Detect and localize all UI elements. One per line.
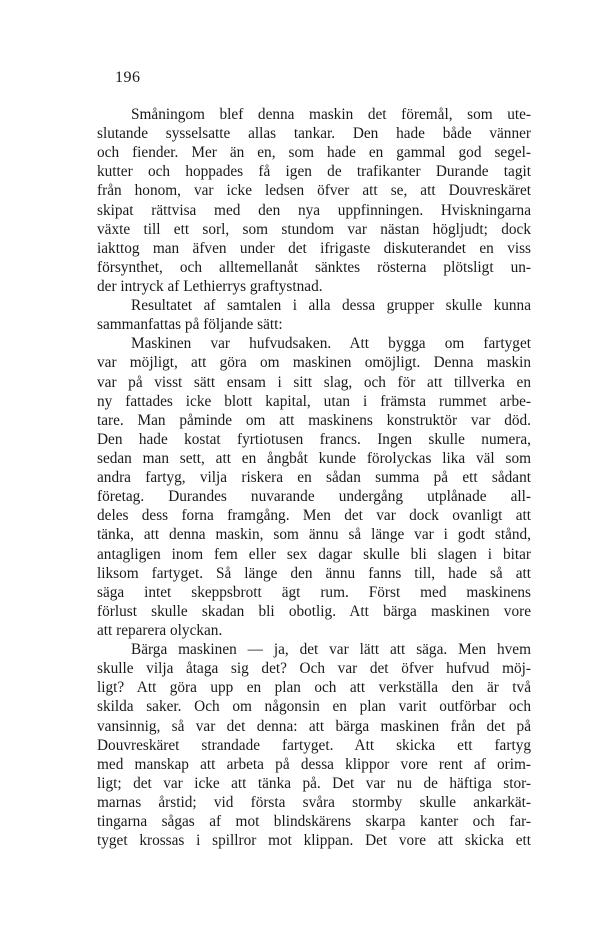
text-line: Resultatet af samtalen i alla dessa grupper skulle kunna [131, 297, 531, 315]
text-line: skulle vilja åtaga sig det? Och var det öfver hufvud möj- [97, 660, 531, 678]
text-line: företag. Durandes nuvarande undergång utplånade all- [97, 488, 531, 506]
text-line: kutter och hoppades få igen de trafikanter Durande tagit [97, 163, 531, 181]
text-line: ny fattades icke blott kapital, utan i främsta rummet arbe- [97, 392, 531, 410]
text-line: ligt? Att göra upp en plan och att verkställa den är två [97, 679, 531, 697]
text-line: der intryck af Lethierrys graftystnad. [97, 277, 323, 295]
text-line: tyget krossas i spillror mot klippan. Det vore att skicka ett [97, 832, 531, 850]
text-line: att reparera olyckan. [97, 621, 223, 639]
text-line: liksom fartyget. Så länge den ännu fanns till, hade så att [97, 564, 531, 582]
text-line: ligt; det var icke att tänka på. Det var nu de häftiga stor- [97, 774, 531, 792]
text-line: med manskap att arbeta på dessa klippor vore rent af orim- [97, 755, 531, 773]
text-line: iakttog man äfven under det ifrigaste diskuterandet en viss [97, 239, 531, 257]
text-line: deles dess forna framgång. Men det var dock ovanligt att [97, 507, 531, 525]
page-number: 196 [115, 69, 141, 86]
text-line: Den hade kostat fyrtiotusen francs. Ingen skulle numera, [97, 430, 531, 448]
text-line: Maskinen var hufvudsaken. Att bygga om fartyget [131, 335, 531, 353]
text-line: växte till ett sorl, som stundom var nästan högljudt; dock [97, 220, 531, 238]
text-line: slutande sysselsatte allas tankar. Den hade både vänner [97, 125, 531, 143]
text-line: var möjligt, att göra om maskinen omöjligt. Denna maskin [97, 354, 531, 372]
text-line: tänka, att denna maskin, som ännu så länge var i godt stånd, [97, 526, 531, 544]
text-line: sammanfattas på följande sätt: [97, 316, 283, 334]
text-line: skipat rättvisa med den nya uppfinningen. Hviskningarna [97, 201, 531, 219]
text-line: tare. Man påminde om att maskinens konstruktör var död. [97, 411, 531, 429]
text-line: Småningom blef denna maskin det föremål, som ute- [131, 106, 531, 123]
text-line: och fiender. Mer än en, som hade en gammal god segel- [97, 144, 531, 162]
text-line: Douvreskäret strandade fartyget. Att skicka ett fartyg [97, 736, 531, 754]
text-line: från honom, var icke ledsen öfver att se, att Douvreskäret [97, 182, 531, 200]
text-line: antagligen inom fem eller sex dagar skulle bli slagen i bitar [97, 545, 531, 563]
text-line: säga intet skeppsbrott ägt rum. Först med maskinens [97, 583, 531, 601]
text-line: försynthet, och alltemellanåt sänktes rösterna plötsligt un- [97, 258, 531, 276]
text-line: tingarna sågas af mot blindskärens skarpa kanter och far- [97, 813, 531, 831]
text-line: förlust skulle skadan bli obotlig. Att bärga maskinen vore [97, 602, 531, 620]
text-line: sedan man sett, att en ångbåt kunde förolyckas lika väl som [97, 449, 531, 467]
text-line: skilda saker. Och om någonsin en plan varit outförbar och [97, 698, 531, 716]
text-line: Bärga maskinen — ja, det var lätt att säga. Men hvem [131, 641, 531, 659]
text-line: var på visst sätt ensam i sitt slag, och för att tillverka en [97, 373, 531, 391]
text-line: vansinnig, så var det denna: att bärga maskinen från det på [97, 717, 531, 735]
text-line: andra fartyg, vilja riskera en sådan summa på ett sådant [97, 469, 531, 487]
body-text [97, 105, 531, 850]
text-line: marnas årstid; vid första svåra stormby skulle ankarkät- [97, 793, 531, 811]
